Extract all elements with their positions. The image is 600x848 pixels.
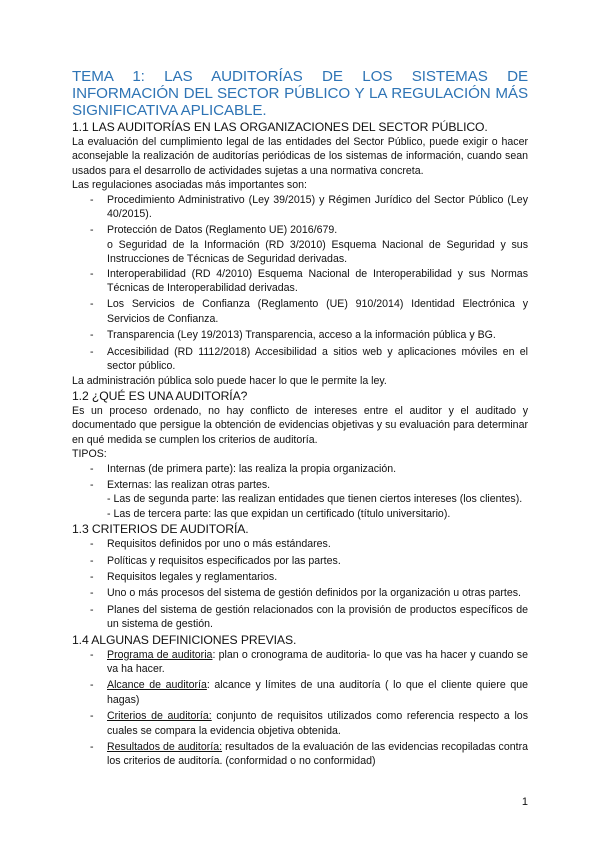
list-item: - Accesibilidad (RD 1112/2018) Accesibilidad a sitios web y aplicaciones móviles en el sector público. <box>72 345 528 374</box>
sub-item: - Las de tercera parte: las que expidan un certificado (título universitario). <box>107 507 451 520</box>
list-item: - Requisitos legales y reglamentarios. <box>72 570 528 584</box>
list-item: - Transparencia (Ley 19/2013) Transparencia, acceso a la información pública y BG. <box>72 328 528 342</box>
list-item: - Uno o más procesos del sistema de gestión definidos por la organización u otras partes. <box>72 586 528 600</box>
list-item: - Procedimiento Administrativo (Ley 39/2015) y Régimen Jurídico del Sector Público (Ley 40/2015). <box>72 193 528 222</box>
paragraph: La administración pública solo puede hacer lo que le permite la ley. <box>72 374 387 387</box>
definition-item: - Alcance de auditoría: alcance y límites de una auditoría ( lo que el cliente quiere que hagas) <box>72 678 528 707</box>
list-item-continuation: o Seguridad de la Información (RD 3/2010) Esquema Nacional de Seguridad y sus Instrucciones de Técnicas de Seguridad derivadas. <box>107 238 528 266</box>
page-title: TEMA 1: LAS AUDITORÍAS DE LOS SISTEMAS DE INFORMACIÓN DEL SECTOR PÚBLICO Y LA REGULACIÓN MÁS SIGNIFICATIVA APLICABLE. <box>72 68 528 119</box>
definition-item <box>72 740 528 769</box>
page-number: 1 <box>521 796 528 808</box>
criteria-list <box>72 537 528 631</box>
definition-item <box>72 709 528 738</box>
list-item: - Requisitos definidos por uno o más estándares. <box>72 537 528 551</box>
regulations-list <box>72 193 528 238</box>
list-item: - Protección de Datos (Reglamento UE) 2016/679. <box>72 223 528 237</box>
types-list <box>72 462 528 493</box>
regulations-list <box>72 267 528 374</box>
list-item: - Políticas y requisitos especificados por las partes. <box>72 554 528 568</box>
definition-text: resultados de la evaluación de las evidencias recopiladas contra los criterios de auditoría. (conformidad o no conformidad) <box>107 741 528 768</box>
section-heading: 1.4 ALGUNAS DEFINICIONES PREVIAS. <box>72 632 297 647</box>
definition-term: Alcance de auditoría <box>107 679 207 692</box>
definition-item: - Programa de auditoria: plan o cronograma de auditoria- lo que vas ha hacer y cuando se va ha hacer. <box>72 648 528 677</box>
list-item: - Los Servicios de Confianza (Reglamento (UE) 910/2014) Identidad Electrónica y Servicios de Confianza. <box>72 297 528 326</box>
section-heading: 1.1 LAS AUDITORÍAS EN LAS ORGANIZACIONES DEL SECTOR PÚBLICO. <box>72 120 488 134</box>
list-item: - Interoperabilidad (RD 4/2010) Esquema Nacional de Interoperabilidad y sus Normas Técnicas de Interoperabilidad derivadas. <box>72 267 528 296</box>
definition-text: alcance y límites de una auditoría ( lo que el cliente quiere que hagas) <box>107 679 528 706</box>
definition-term: Programa de auditoria <box>107 648 213 661</box>
definition-term: Criterios de auditoría: <box>107 710 212 723</box>
paragraph: La evaluación del cumplimiento legal de las entidades del Sector Público, puede exigir o hacer aconsejable la realización de auditorías periódicas de los sistemas de información, cuando sean usados para el desarrollo de actividades sujetas a una normativa concreta. <box>72 136 528 177</box>
section-heading: 1.3 CRITERIOS DE AUDITORÍA. <box>72 522 249 537</box>
sub-item: - Las de segunda parte: las realizan entidades que tienen ciertos intereses (los clientes). <box>107 493 523 506</box>
paragraph: Es un proceso ordenado, no hay conflicto de intereses entre el auditor y el auditado y documentado que persigue la obtención de evidencias objetivas y su evaluación para determinar en qué medida se cumplen los criterios de auditoría. <box>72 404 528 446</box>
document-page <box>72 68 528 769</box>
list-item: - Planes del sistema de gestión relacionados con la provisión de productos específicos de un sistema de gestión. <box>72 603 528 632</box>
types-label: TIPOS: <box>72 448 107 461</box>
paragraph: Las regulaciones asociadas más importantes son: <box>72 179 307 192</box>
list-item: - Internas (de primera parte): las realiza la propia organización. <box>72 462 528 476</box>
section-heading: 1.2 ¿QUÉ ES UNA AUDITORÍA? <box>72 388 248 403</box>
list-item: - Externas: las realizan otras partes. <box>72 478 528 492</box>
definition-text: conjunto de requisitos utilizados como referencia respecto a los cuales se compara la evidencia objetiva obtenida. <box>107 710 528 737</box>
definition-term: Resultados de auditoría: <box>107 741 223 754</box>
definition-text: plan o cronograma de auditoria- lo que vas ha hacer y cuando se va ha hacer. <box>107 648 528 675</box>
definitions-list <box>72 648 528 769</box>
